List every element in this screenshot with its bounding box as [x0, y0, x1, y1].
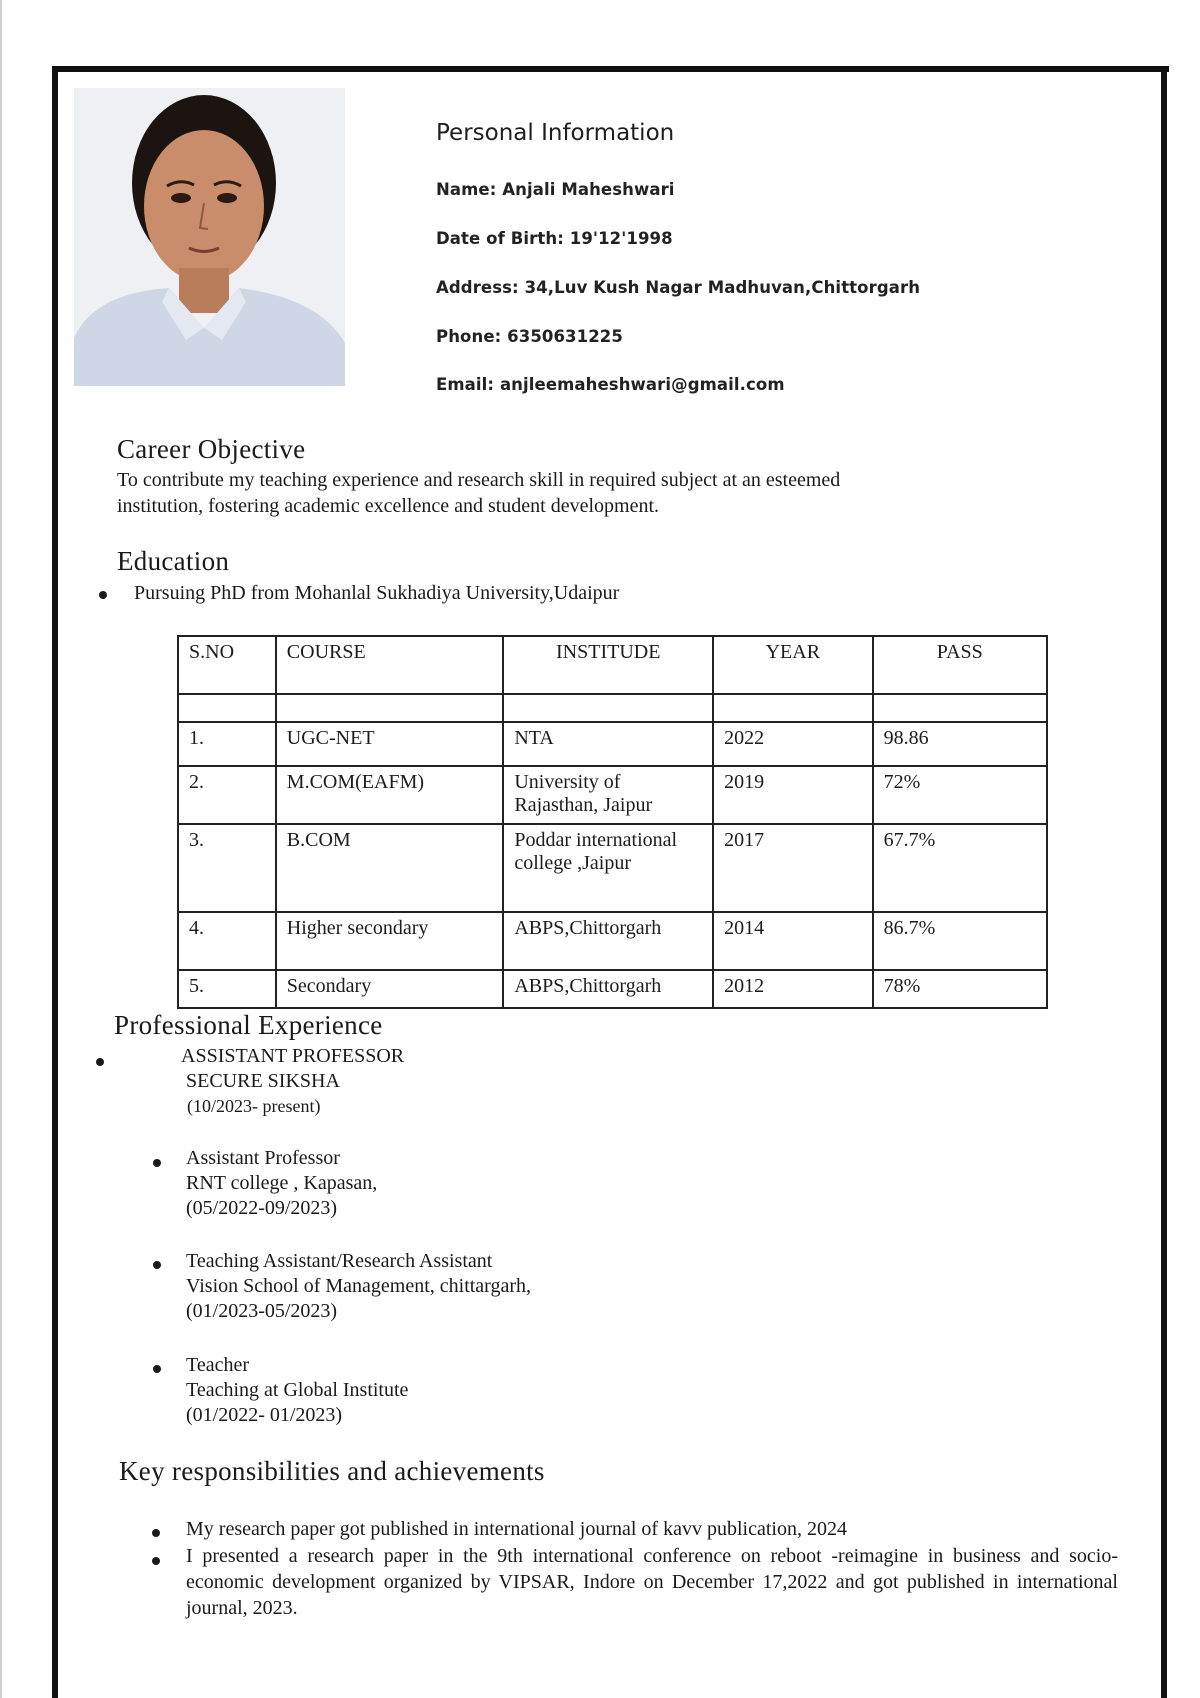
table-cell: 1.	[178, 722, 276, 766]
page-border-right	[1161, 66, 1167, 1698]
table-row	[178, 912, 1047, 970]
table-cell: Poddar international college ,Jaipur	[503, 824, 713, 912]
bullet-icon	[99, 591, 107, 599]
table-cell: 4.	[178, 912, 276, 970]
page-border-left	[52, 66, 58, 1698]
table-cell: ABPS,Chittorgarh	[503, 912, 713, 970]
table-row	[178, 824, 1047, 912]
table-cell: 86.7%	[873, 912, 1047, 970]
profile-photo	[74, 88, 345, 386]
table-row	[178, 970, 1047, 1008]
experience-period: (01/2022- 01/2023)	[186, 1404, 343, 1426]
career-objective-line-2: institution, fostering academic excellence and student development.	[117, 495, 660, 517]
career-objective-title: Career Objective	[117, 434, 306, 464]
table-cell: 67.7%	[873, 824, 1047, 912]
header-institute: INSTITUDE	[503, 636, 713, 694]
experience-org: Teaching at Global Institute	[186, 1379, 409, 1401]
page-border-top	[52, 66, 1169, 72]
table-cell: 2.	[178, 766, 276, 824]
achievement-item-1: My research paper got published in international journal of kavv publication, 2024	[186, 1518, 847, 1540]
header-course: COURSE	[276, 636, 504, 694]
experience-title: Professional Experience	[114, 1010, 383, 1040]
table-cell: NTA	[503, 722, 713, 766]
bullet-icon	[153, 1365, 161, 1373]
scan-edge	[0, 0, 2, 1698]
table-cell: ABPS,Chittorgarh	[503, 970, 713, 1008]
header-sno: S.NO	[178, 636, 276, 694]
achievement-item-2: I presented a research paper in the 9th international conference on reboot -reimagine in business and socio-economic development organized by VIPSAR, Indore on December 17,2022 and got published in international journal, 2023.	[186, 1545, 1118, 1619]
table-header-row	[178, 636, 1047, 694]
email-line: Email: anjleemaheshwari@gmail.com	[436, 375, 785, 394]
experience-org: Vision School of Management, chittargarh,	[186, 1275, 532, 1297]
experience-org: RNT college , Kapasan,	[186, 1172, 378, 1194]
table-cell: 3.	[178, 824, 276, 912]
experience-period: (01/2023-05/2023)	[186, 1300, 338, 1322]
table-cell: M.COM(EAFM)	[276, 766, 504, 824]
education-title: Education	[117, 546, 230, 576]
experience-role: Teaching Assistant/Research Assistant	[186, 1250, 493, 1272]
table-cell: 72%	[873, 766, 1047, 824]
table-cell: UGC-NET	[276, 722, 504, 766]
table-cell: 2019	[713, 766, 872, 824]
experience-period: (05/2022-09/2023)	[186, 1197, 338, 1219]
table-cell: Higher secondary	[276, 912, 504, 970]
table-row	[178, 766, 1047, 824]
experience-item-2	[186, 1146, 377, 1221]
table-row	[178, 722, 1047, 766]
experience-role: Teacher	[186, 1354, 249, 1376]
experience-role: Assistant Professor	[186, 1147, 340, 1169]
bullet-icon	[152, 1557, 160, 1565]
name-line: Name: Anjali Maheshwari	[436, 180, 675, 199]
table-cell: University of Rajasthan, Jaipur	[503, 766, 713, 824]
bullet-icon	[153, 1159, 161, 1167]
bullet-icon	[152, 1529, 160, 1537]
bullet-icon	[153, 1261, 161, 1269]
experience-item-3	[186, 1249, 531, 1324]
phd-bullet-text: Pursuing PhD from Mohanlal Sukhadiya University,Udaipur	[134, 582, 620, 604]
table-spacer-row	[178, 694, 1047, 722]
achievements-title: Key responsibilities and achievements	[119, 1456, 545, 1486]
bullet-icon	[96, 1058, 104, 1066]
table-cell: 2022	[713, 722, 872, 766]
table-cell: 98.86	[873, 722, 1047, 766]
experience-item-1	[181, 1044, 404, 1119]
table-cell: 2012	[713, 970, 872, 1008]
experience-role: ASSISTANT PROFESSOR	[181, 1045, 405, 1067]
table-cell: 2014	[713, 912, 872, 970]
dob-line: Date of Birth: 19'12'1998	[436, 229, 673, 248]
career-objective-line-1: To contribute my teaching experience and research skill in required subject at an esteemed	[117, 469, 841, 491]
phone-line: Phone: 6350631225	[436, 327, 623, 346]
experience-item-4	[186, 1353, 408, 1428]
table-cell: Secondary	[276, 970, 504, 1008]
address-line: Address: 34,Luv Kush Nagar Madhuvan,Chittorgarh	[436, 278, 921, 297]
education-table	[177, 635, 1048, 1009]
table-cell: B.COM	[276, 824, 504, 912]
personal-info-title: Personal Information	[436, 120, 675, 146]
table-cell: 5.	[178, 970, 276, 1008]
experience-org: SECURE SIKSHA	[186, 1070, 340, 1092]
table-cell: 2017	[713, 824, 872, 912]
header-year: YEAR	[713, 636, 872, 694]
table-cell: 78%	[873, 970, 1047, 1008]
experience-period: (10/2023- present)	[187, 1096, 321, 1116]
header-pass: PASS	[873, 636, 1047, 694]
